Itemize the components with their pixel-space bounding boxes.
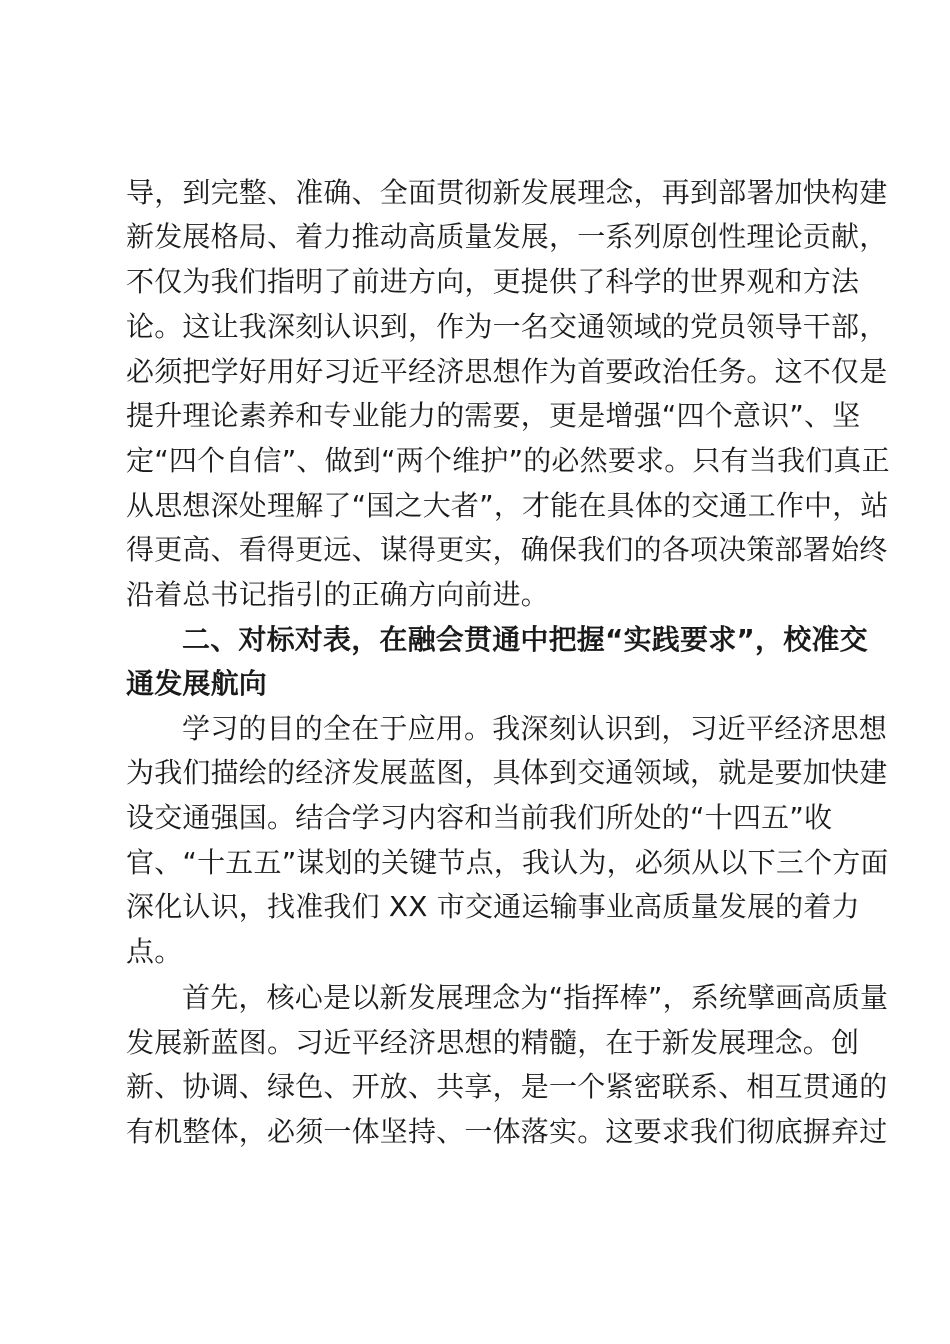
- section-heading: 二、对标对表，在融会贯通中把握“实践要求”，校准交: [182, 623, 868, 656]
- paragraph-line: 导，到完整、准确、全面贯彻新发展理念，再到部署加快构建: [126, 176, 888, 209]
- paragraph-line: 必须把学好用好习近平经济思想作为首要政治任务。这不仅是: [126, 355, 888, 388]
- paragraph-line: 从思想深处理解了“国之大者”，才能在具体的交通工作中，站: [126, 489, 889, 522]
- paragraph-line: 新发展格局、着力推动高质量发展，一系列原创性理论贡献，: [126, 220, 888, 253]
- paragraph-line: 发展新蓝图。习近平经济思想的精髓，在于新发展理念。创: [126, 1026, 860, 1059]
- paragraph-line: 首先，核心是以新发展理念为“指挥棒”，系统擘画高质量: [182, 981, 889, 1014]
- paragraph-line: 官、“十五五”谋划的关键节点，我认为，必须从以下三个方面: [126, 846, 889, 879]
- paragraph-line: 点。: [126, 935, 183, 968]
- paragraph-line: 提升理论素养和专业能力的需要，更是增强“四个意识”、坚: [126, 399, 861, 432]
- paragraph-line: 得更高、看得更远、谋得更实，确保我们的各项决策部署始终: [126, 533, 888, 566]
- paragraph-line: 定“四个自信”、做到“两个维护”的必然要求。只有当我们真正: [126, 444, 890, 477]
- paragraph-line: 不仅为我们指明了前进方向，更提供了科学的世界观和方法: [126, 265, 860, 298]
- paragraph-line: 有机整体，必须一体坚持、一体落实。这要求我们彻底摒弃过: [126, 1115, 888, 1148]
- paragraph-line: 设交通强国。结合学习内容和当前我们所处的“十四五”收: [126, 801, 833, 834]
- paragraph-line: 为我们描绘的经济发展蓝图，具体到交通领域，就是要加快建: [126, 756, 888, 789]
- paragraph-line: 论。这让我深刻认识到，作为一名交通领域的党员领导干部，: [126, 310, 888, 343]
- section-heading-continued: 通发展航向: [126, 667, 268, 700]
- paragraph-line: 深化认识，找准我们 XX 市交通运输事业高质量发展的着力: [126, 890, 860, 923]
- paragraph-line: 沿着总书记指引的正确方向前进。: [126, 578, 550, 611]
- paragraph-line: 新、协调、绿色、开放、共享，是一个紧密联系、相互贯通的: [126, 1070, 888, 1103]
- paragraph-line: 学习的目的全在于应用。我深刻认识到，习近平经济思想: [182, 712, 888, 745]
